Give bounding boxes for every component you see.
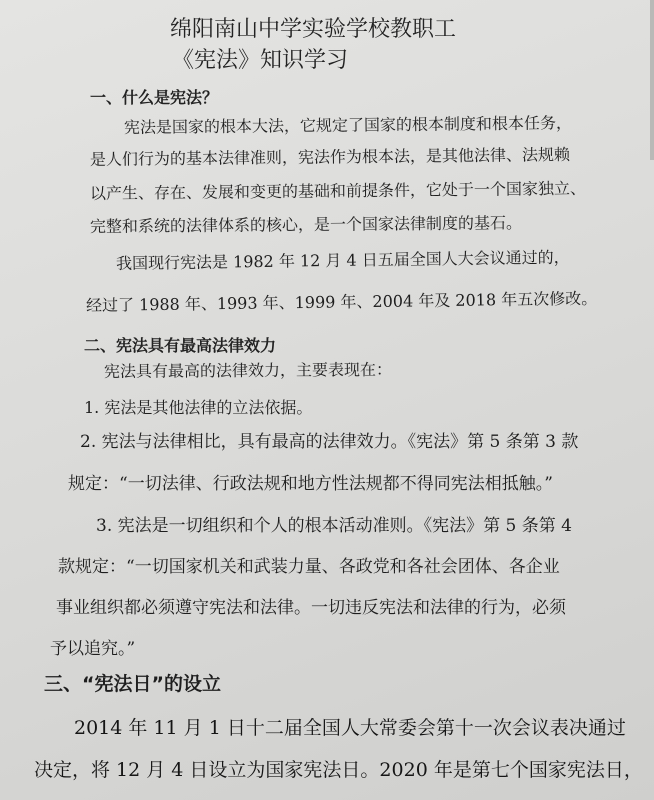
section-2-item-2-cont: 规定：“一切法律、行政法规和地方性法规都不得同宪法相抵触。” — [68, 474, 553, 494]
section-2-item-3-cont: 予以追究。” — [50, 639, 136, 659]
section-1-line: 以产生、存在、发展和变更的基础和前提条件，它处于一个国家独立、 — [89, 178, 587, 203]
section-2-heading: 二、宪法具有最高法律效力 — [84, 336, 277, 355]
section-3-heading: 三、“宪法日”的设立 — [44, 673, 221, 695]
section-2-intro: 宪法具有最高的法律效力，主要表现在： — [103, 359, 393, 381]
section-3-line: 决定，将 12 月 4 日设立为国家宪法日。2020 年是第七个国家宪法日， — [34, 759, 643, 781]
section-2-item-1: 1. 宪法是其他法律的立法依据。 — [84, 398, 313, 417]
section-2-item-3-cont: 款规定：“一切国家机关和武装力量、各政党和各社会团体、各企业 — [58, 557, 560, 577]
section-2-item-3-cont: 事业组织都必须遵守宪法和法律。一切违反宪法和法律的行为，必须 — [56, 598, 566, 618]
title-line-2: 《宪法》知识学习 — [172, 48, 349, 73]
section-1-heading: 一、什么是宪法？ — [90, 88, 219, 107]
section-2-item-3: 3. 宪法是一切组织和个人的根本活动准则。《宪法》第 5 条第 4 — [96, 516, 572, 536]
section-3-line: 2014 年 11 月 1 日十二届全国人大常委会第十一次会议表决通过 — [74, 717, 626, 739]
title-line-1: 绵阳南山中学实验学校教职工 — [170, 17, 457, 42]
section-1-line: 我国现行宪法是 1982 年 12 月 4 日五届全国人大会议通过的， — [115, 247, 570, 273]
section-1-line: 完整和系统的法律体系的核心，是一个国家法律制度的基石。 — [89, 213, 523, 236]
section-1-line: 是人们行为的基本法律准则，宪法作为根本法，是其他法律、法规赖 — [89, 144, 571, 169]
section-1-line: 经过了 1988 年、1993 年、1999 年、2004 年及 2018 年五次修改。 — [85, 288, 598, 315]
page-edge-shadow — [650, 0, 654, 160]
section-1-line: 宪法是国家的根本大法，它规定了国家的根本制度和根本任务， — [123, 113, 573, 137]
section-2-item-2: 2. 宪法与法律相比，具有最高的法律效力。《宪法》第 5 条第 3 款 — [80, 432, 579, 452]
